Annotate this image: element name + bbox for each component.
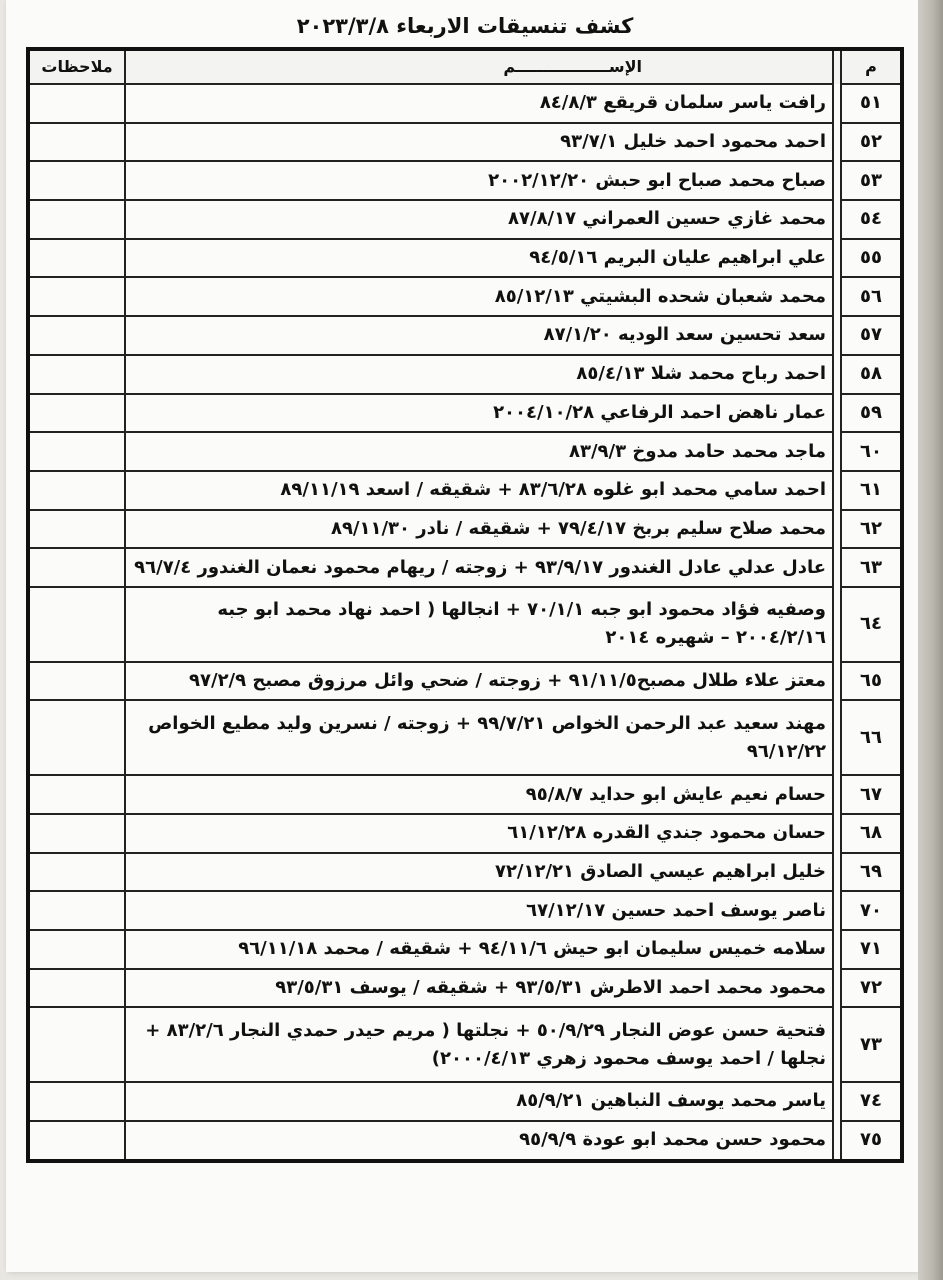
table-row <box>28 662 902 701</box>
row-number: ٥٣ <box>841 161 902 200</box>
header-notes: ملاحظات <box>28 49 125 84</box>
row-name: سعد تحسين سعد الوديه ٨٧/١/٢٠ <box>125 316 833 355</box>
column-gap <box>833 775 841 814</box>
row-notes <box>28 84 125 123</box>
table-row <box>28 853 902 892</box>
column-gap <box>833 471 841 510</box>
column-gap <box>833 394 841 433</box>
table-row <box>28 471 902 510</box>
table-row <box>28 123 902 162</box>
table-row <box>28 432 902 471</box>
column-gap <box>833 853 841 892</box>
row-notes <box>28 316 125 355</box>
row-number: ٧٢ <box>841 969 902 1008</box>
row-notes <box>28 471 125 510</box>
column-gap <box>833 277 841 316</box>
table-row <box>28 84 902 123</box>
table-row <box>28 200 902 239</box>
row-number: ٥٩ <box>841 394 902 433</box>
column-gap <box>833 84 841 123</box>
row-notes <box>28 930 125 969</box>
table-row <box>28 930 902 969</box>
table-row <box>28 161 902 200</box>
row-number: ٧٥ <box>841 1121 902 1161</box>
row-name: معتز علاء طلال مصبح٩١/١١/٥ + زوجته / ضحي وائل مرزوق مصبح ٩٧/٢/٩ <box>125 662 833 701</box>
row-name: علي ابراهيم عليان البريم ٩٤/٥/١٦ <box>125 239 833 278</box>
row-number: ٦٥ <box>841 662 902 701</box>
row-notes <box>28 700 125 775</box>
row-name: ناصر يوسف احمد حسين ٦٧/١٢/١٧ <box>125 891 833 930</box>
row-notes <box>28 510 125 549</box>
row-name: ياسر محمد يوسف النباهين ٨٥/٩/٢١ <box>125 1082 833 1121</box>
column-gap <box>833 161 841 200</box>
row-notes <box>28 355 125 394</box>
row-name: حسان محمود جندي القدره ٦١/١٢/٢٨ <box>125 814 833 853</box>
table-row <box>28 394 902 433</box>
row-name: حسام نعيم عايش ابو حدايد ٩٥/٨/٧ <box>125 775 833 814</box>
row-number: ٥٨ <box>841 355 902 394</box>
column-gap <box>833 814 841 853</box>
table-row <box>28 1007 902 1082</box>
page-edge <box>918 0 943 1280</box>
row-number: ٥٤ <box>841 200 902 239</box>
table-row <box>28 1121 902 1161</box>
row-notes <box>28 277 125 316</box>
row-notes <box>28 161 125 200</box>
column-gap <box>833 662 841 701</box>
header-row <box>28 49 902 84</box>
row-name: محمود حسن محمد ابو عودة ٩٥/٩/٩ <box>125 1121 833 1161</box>
column-gap <box>833 930 841 969</box>
row-number: ٥٥ <box>841 239 902 278</box>
row-name: احمد محمود احمد خليل ٩٣/٧/١ <box>125 123 833 162</box>
row-notes <box>28 1082 125 1121</box>
row-name: سلامه خميس سليمان ابو حيش ٩٤/١١/٦ + شقيقه / محمد ٩٦/١١/١٨ <box>125 930 833 969</box>
column-gap <box>833 587 841 662</box>
row-number: ٥٦ <box>841 277 902 316</box>
row-number: ٦٧ <box>841 775 902 814</box>
column-gap <box>833 1007 841 1082</box>
table-row <box>28 775 902 814</box>
row-notes <box>28 123 125 162</box>
row-notes <box>28 239 125 278</box>
roster-body <box>28 84 902 1161</box>
row-name: محمد شعبان شحده البشيتي ٨٥/١٢/١٣ <box>125 277 833 316</box>
row-notes <box>28 1007 125 1082</box>
column-gap <box>833 316 841 355</box>
column-gap <box>833 1082 841 1121</box>
header-num: م <box>841 49 902 84</box>
row-name: صباح محمد صباح ابو حبش ٢٠٠٢/١٢/٢٠ <box>125 161 833 200</box>
column-gap <box>833 49 841 84</box>
column-gap <box>833 891 841 930</box>
row-number: ٧٠ <box>841 891 902 930</box>
row-notes <box>28 432 125 471</box>
row-name: وصفيه فؤاد محمود ابو جبه ٧٠/١/١ + انجالها ( احمد نهاد محمد ابو جبه ٢٠٠٤/٢/١٦ – شهيره ٢٠١٤ <box>125 587 833 662</box>
row-notes <box>28 853 125 892</box>
column-gap <box>833 200 841 239</box>
row-number: ٧٣ <box>841 1007 902 1082</box>
column-gap <box>833 548 841 587</box>
table-row <box>28 1082 902 1121</box>
table-row <box>28 587 902 662</box>
column-gap <box>833 700 841 775</box>
row-number: ٦٢ <box>841 510 902 549</box>
header-name: الإســـــــــــــــــم <box>125 49 833 84</box>
row-number: ٦٠ <box>841 432 902 471</box>
column-gap <box>833 1121 841 1161</box>
row-notes <box>28 775 125 814</box>
row-notes <box>28 662 125 701</box>
row-number: ٥٧ <box>841 316 902 355</box>
row-number: ٧١ <box>841 930 902 969</box>
row-number: ٦٦ <box>841 700 902 775</box>
table-row <box>28 510 902 549</box>
row-number: ٥٢ <box>841 123 902 162</box>
table-row <box>28 891 902 930</box>
row-notes <box>28 814 125 853</box>
row-notes <box>28 1121 125 1161</box>
row-number: ٦٩ <box>841 853 902 892</box>
table-row <box>28 355 902 394</box>
column-gap <box>833 355 841 394</box>
table-row <box>28 548 902 587</box>
row-name: محمد غازي حسين العمراني ٨٧/٨/١٧ <box>125 200 833 239</box>
row-name: خليل ابراهيم عيسي الصادق ٧٢/١٢/٢١ <box>125 853 833 892</box>
column-gap <box>833 123 841 162</box>
table-row <box>28 700 902 775</box>
row-name: محمد صلاح سليم بربخ ٧٩/٤/١٧ + شقيقه / نادر ٨٩/١١/٣٠ <box>125 510 833 549</box>
column-gap <box>833 969 841 1008</box>
row-name: محمود محمد احمد الاطرش ٩٣/٥/٣١ + شقيقه / يوسف ٩٣/٥/٣١ <box>125 969 833 1008</box>
row-notes <box>28 891 125 930</box>
row-number: ٦١ <box>841 471 902 510</box>
row-name: رافت ياسر سلمان قريقع ٨٤/٨/٣ <box>125 84 833 123</box>
row-number: ٧٤ <box>841 1082 902 1121</box>
table-row <box>28 316 902 355</box>
column-gap <box>833 510 841 549</box>
row-name: احمد سامي محمد ابو غلوه ٨٣/٦/٢٨ + شقيقه / اسعد ٨٩/١١/١٩ <box>125 471 833 510</box>
table-row <box>28 277 902 316</box>
row-notes <box>28 548 125 587</box>
column-gap <box>833 239 841 278</box>
table-row <box>28 969 902 1008</box>
row-name: عمار ناهض احمد الرفاعي ٢٠٠٤/١٠/٢٨ <box>125 394 833 433</box>
row-notes <box>28 587 125 662</box>
row-name: فتحية حسن عوض النجار ٥٠/٩/٢٩ + نجلتها ( مريم حيدر حمدي النجار ٨٣/٢/٦ + نجلها / احمد يوسف محمود زهري ٢٠٠٠/٤/١٣) <box>125 1007 833 1082</box>
row-name: احمد رباح محمد شلا ٨٥/٤/١٣ <box>125 355 833 394</box>
column-gap <box>833 432 841 471</box>
table-row <box>28 239 902 278</box>
row-number: ٦٣ <box>841 548 902 587</box>
row-notes <box>28 394 125 433</box>
row-name: مهند سعيد عبد الرحمن الخواص ٩٩/٧/٢١ + زوجته / نسرين وليد مطيع الخواص ٩٦/١٢/٢٢ <box>125 700 833 775</box>
row-name: عادل عدلي عادل الغندور ٩٣/٩/١٧ + زوجته / ريهام محمود نعمان الغندور ٩٦/٧/٤ <box>125 548 833 587</box>
row-number: ٦٨ <box>841 814 902 853</box>
row-number: ٥١ <box>841 84 902 123</box>
table-row <box>28 814 902 853</box>
roster-table <box>26 47 904 1163</box>
row-name: ماجد محمد حامد مدوخ ٨٣/٩/٣ <box>125 432 833 471</box>
row-notes <box>28 969 125 1008</box>
row-number: ٦٤ <box>841 587 902 662</box>
row-notes <box>28 200 125 239</box>
document-title: كشف تنسيقات الاربعاء ٢٠٢٣/٣/٨ <box>296 14 634 38</box>
